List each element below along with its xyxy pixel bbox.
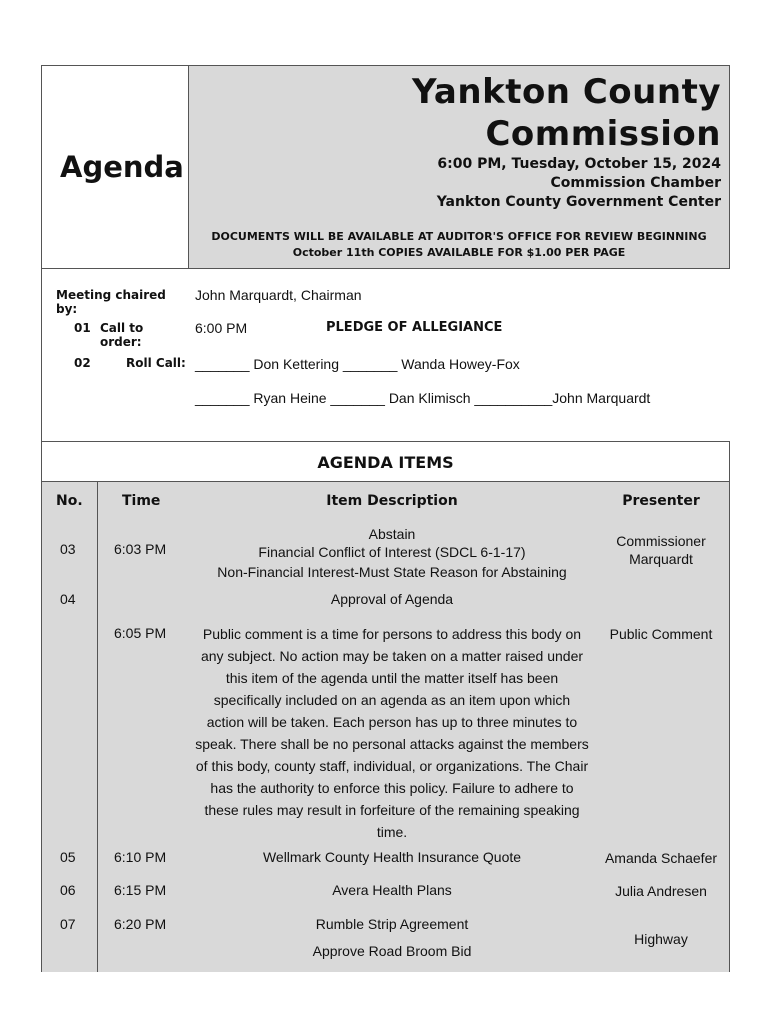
- row-03-desc-line1: Abstain: [368, 526, 416, 542]
- row-07-desc-line2: Approve Road Broom Bid: [312, 943, 472, 959]
- header-no: No.: [56, 493, 83, 509]
- row-05-desc: Wellmark County Health Insurance Quote: [262, 849, 522, 865]
- header-box: [41, 65, 730, 269]
- meeting-time: 6:00 PM, Tuesday, October 15, 2024: [437, 156, 721, 172]
- public-comment-time: 6:05 PM: [114, 625, 167, 641]
- row-03-time: 6:03 PM: [114, 541, 167, 557]
- row-06-presenter: Julia Andresen: [615, 883, 707, 899]
- row-06-no: 06: [60, 882, 76, 898]
- header-presenter: Presenter: [622, 493, 700, 509]
- header-left-panel: [42, 66, 189, 268]
- row-03-desc-line3: Non-Financial Interest-Must State Reason for Abstaining: [217, 564, 567, 580]
- call-to-order-number: 01: [74, 321, 91, 335]
- public-comment-presenter: Public Comment: [609, 626, 713, 642]
- header-right-panel: [189, 66, 729, 268]
- row-05-no: 05: [60, 849, 76, 865]
- call-to-order-time: 6:00 PM: [195, 320, 248, 336]
- meeting-location: Commission Chamber: [550, 175, 721, 191]
- row-04-desc: Approval of Agenda: [330, 591, 454, 607]
- row-05-time: 6:10 PM: [114, 849, 167, 865]
- roll-call-label: Roll Call:: [126, 356, 186, 370]
- info-labels-column: [42, 269, 188, 441]
- info-values-column: [189, 269, 730, 441]
- row-04-no: 04: [60, 591, 76, 607]
- row-03-desc-line2: Financial Conflict of Interest (SDCL 6-1-17): [258, 544, 526, 560]
- meeting-building: Yankton County Government Center: [436, 194, 721, 210]
- agenda-table: [41, 482, 730, 972]
- agenda-items-header: [41, 441, 730, 482]
- header-item-description: Item Description: [326, 493, 458, 509]
- agenda-items-title: AGENDA ITEMS: [317, 453, 454, 472]
- row-06-desc: Avera Health Plans: [332, 882, 452, 898]
- row-03-presenter-line1: Commissioner: [616, 533, 706, 549]
- column-divider: [97, 482, 98, 972]
- roll-call-number: 02: [74, 356, 91, 370]
- org-name-line2: Commission: [485, 114, 721, 154]
- row-03-presenter-line2: Marquardt: [629, 551, 693, 567]
- row-07-no: 07: [60, 916, 76, 932]
- row-06-time: 6:15 PM: [114, 882, 167, 898]
- row-07-time: 6:20 PM: [114, 916, 167, 932]
- row-07-desc-line1: Rumble Strip Agreement: [315, 916, 469, 932]
- row-05-presenter: Amanda Schaefer: [604, 850, 718, 866]
- org-name-line1: Yankton County: [411, 72, 721, 112]
- header-time: Time: [122, 493, 161, 509]
- documents-notice-line2: October 11th COPIES AVAILABLE FOR $1.00 PER PAGE: [292, 246, 626, 259]
- agenda-title: Agenda: [60, 150, 184, 184]
- chaired-by-label: Meeting chaired by:: [56, 288, 166, 316]
- meeting-info-section: [41, 269, 730, 441]
- call-to-order-label: Call to order:: [100, 321, 144, 349]
- row-03-no: 03: [60, 541, 76, 557]
- chaired-by-value: John Marquardt, Chairman: [195, 287, 362, 303]
- documents-notice-line1: DOCUMENTS WILL BE AVAILABLE AT AUDITOR'S OFFICE FOR REVIEW BEGINNING: [211, 230, 707, 243]
- roll-call-line2: _______ Ryan Heine _______ Dan Klimisch __________John Marquardt: [195, 390, 651, 406]
- roll-call-line1: _______ Don Kettering _______ Wanda Howey-Fox: [195, 356, 520, 372]
- row-07-presenter: Highway: [634, 931, 688, 947]
- public-comment-text: Public comment is a time for persons to address this body on any subject. No action may be taken on a matter raised under this item of the agenda until the matter itself has been specifically included on an agenda as an item upon which action will be taken. Each person has up to three minutes to speak. There shall be no personal attacks against the members of this body, county staff, individual, or organizations. The Chair has the authority to enforce this policy. Failure to adhere to these rules may result in forfeiture of the remaining speaking time.: [195, 626, 589, 840]
- pledge-of-allegiance: PLEDGE OF ALLEGIANCE: [326, 320, 503, 335]
